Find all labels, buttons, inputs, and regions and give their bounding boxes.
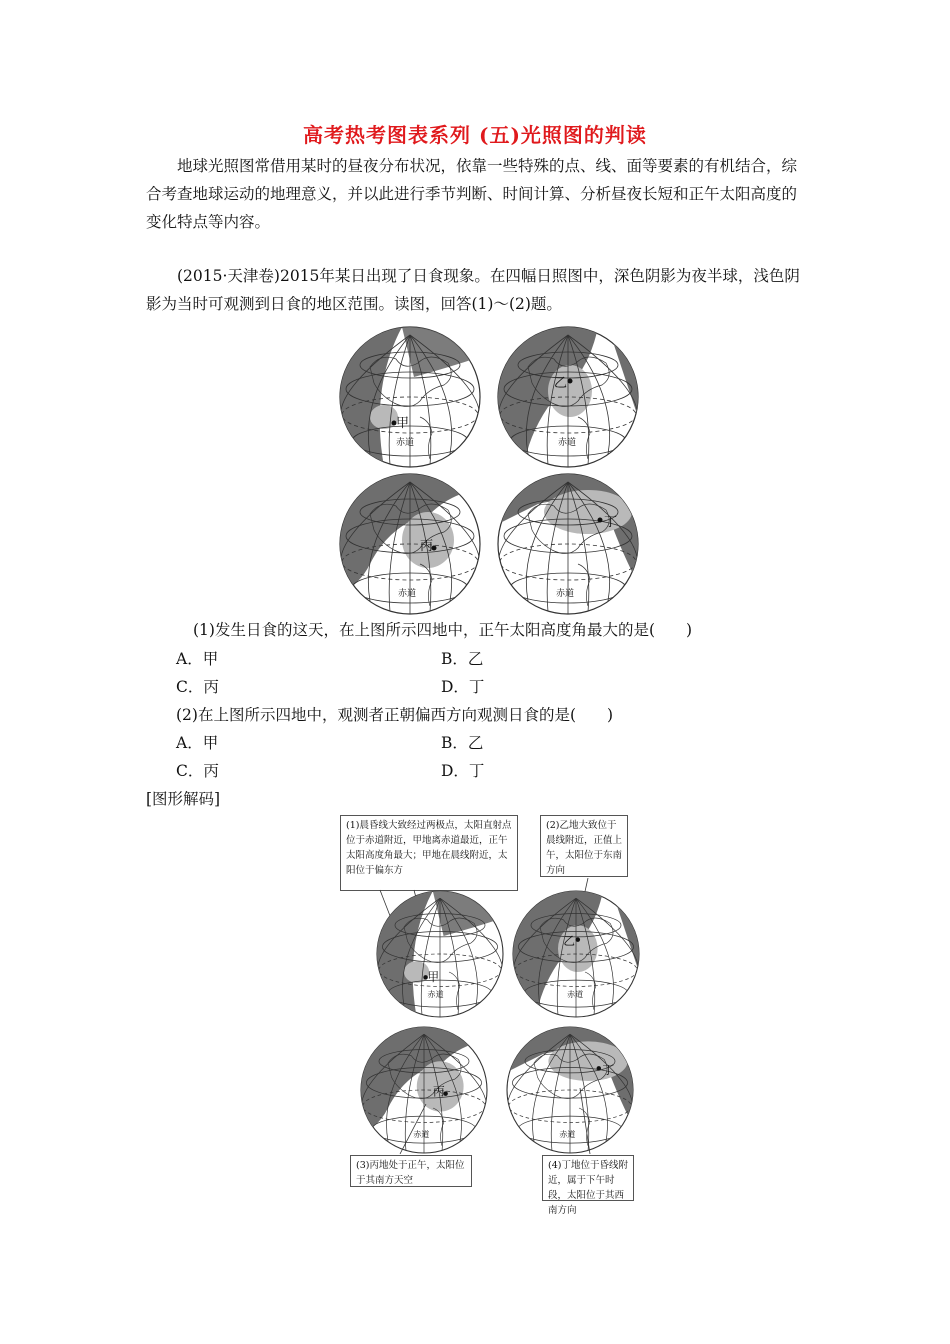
equator-label: 赤道 [427, 989, 444, 1000]
note-4: (4)丁地位于昏线附近，属于下午时段，太阳位于其西南方向 [542, 1155, 634, 1201]
equator-label: 赤道 [556, 589, 575, 599]
decode-globe-a [377, 891, 503, 1017]
label-c: 丙 [433, 1084, 445, 1099]
equator-label: 赤道 [567, 989, 584, 1000]
label-c: 丙 [420, 539, 434, 554]
equator-label: 赤道 [413, 1128, 430, 1139]
q2-option-d[interactable]: D．丁 [441, 762, 485, 780]
globe-b [498, 327, 638, 467]
q1-option-c[interactable]: C．丙 [176, 678, 219, 696]
equator-label: 赤道 [396, 438, 415, 448]
globe-figure-decode [340, 878, 650, 1160]
label-a: 甲 [396, 416, 410, 431]
decode-label: [图形解码] [146, 790, 221, 808]
equator-label: 赤道 [559, 1128, 576, 1139]
globe-a [340, 327, 480, 467]
q1-option-b[interactable]: B．乙 [441, 650, 484, 668]
q2-option-b[interactable]: B．乙 [441, 734, 484, 752]
label-b: 乙 [563, 934, 576, 948]
equator-label: 赤道 [558, 438, 577, 448]
intro-paragraph: 地球光照图常借用某时的昼夜分布状况，依靠一些特殊的点、线、面等要素的有机结合，综合考查地球运动的地理意义，并以此进行季节判断、时间计算、分析昼夜长短和正午太阳高度的变化特点等内容。 [146, 157, 798, 231]
label-b: 乙 [554, 376, 568, 391]
label-d: 丁 [602, 1062, 615, 1077]
equator-label: 赤道 [398, 589, 417, 599]
decode-globe-b [513, 891, 639, 1017]
decode-globe-c [361, 1027, 487, 1153]
q1-option-d[interactable]: D．丁 [441, 678, 485, 696]
label-d: 丁 [604, 515, 618, 530]
q2-option-a[interactable]: A．甲 [176, 734, 219, 752]
q2-stem: (2)在上图所示四地中，观测者正朝偏西方向观测日食的是( ) [176, 706, 614, 724]
question-stem: (2015·天津卷)2015年某日出现了日食现象。在四幅日照图中，深色阴影为夜半球，浅色阴影为当时可观测到日食的地区范围。读图，回答(1)～(2)题。 [146, 267, 800, 313]
label-a: 甲 [427, 970, 440, 984]
globe-d [498, 474, 638, 614]
decode-globe-d [507, 1027, 633, 1153]
note-2: (2)乙地大致位于晨线附近，正值上午，太阳位于东南方向 [540, 815, 628, 877]
globe-figure-top [330, 322, 650, 617]
q1-stem: (1)发生日食的这天，在上图所示四地中，正午太阳高度角最大的是( ) [193, 621, 693, 639]
note-3: (3)丙地处于正午，太阳位于其南方天空 [350, 1155, 472, 1187]
note-1: (1)晨昏线大致经过两极点，太阳直射点位于赤道附近，甲地离赤道最近，正午太阳高度角最大；甲地在晨线附近，太阳位于偏东方 [340, 815, 518, 891]
q1-option-a[interactable]: A．甲 [176, 650, 219, 668]
page-title: 高考热考图表系列 (五)光照图的判读 [303, 123, 647, 147]
globe-c [340, 474, 480, 614]
q2-option-c[interactable]: C．丙 [176, 762, 219, 780]
